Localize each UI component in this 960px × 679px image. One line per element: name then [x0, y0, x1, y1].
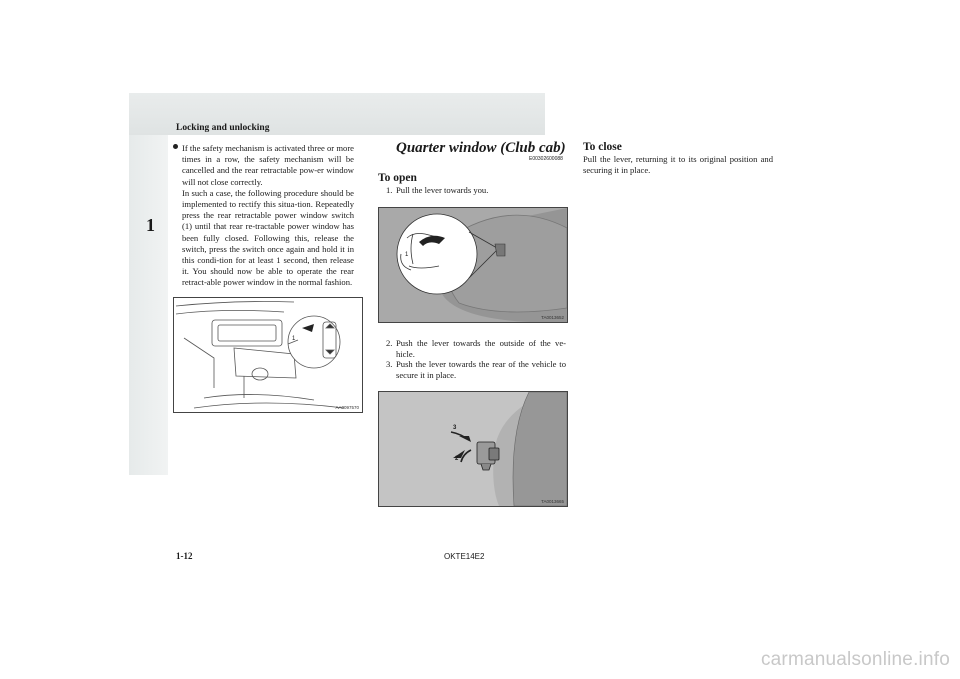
figure-callout-2: 2 — [455, 456, 459, 462]
figure-code: TA0013652 — [541, 315, 564, 320]
lever-pull-illustration — [379, 208, 567, 322]
step-number: 2. — [386, 338, 393, 348]
paragraph-1: If the safety mechanism is activated three or more times in a row, the safety mechanism will be cancelled and the rear retractable pow-er window will not close correctly. — [182, 143, 354, 187]
watermark: carmanualsonline.info — [760, 649, 950, 670]
left-column-text — [182, 143, 354, 289]
page-header-title: Locking and unlocking — [176, 123, 270, 133]
step-text: Pull the lever towards you. — [396, 185, 489, 195]
figure-code: AA0097570 — [335, 405, 359, 410]
figure-code: TA0013665 — [541, 499, 564, 504]
step-text: Push the lever towards the rear of the vehicle to secure it in place. — [396, 359, 566, 380]
figure-callout: 1 — [405, 252, 409, 258]
step-3 — [386, 359, 566, 383]
chapter-number: 1 — [146, 215, 155, 235]
open-heading: To open — [378, 172, 417, 184]
lever-push-illustration — [379, 392, 567, 506]
section-title: Quarter window (Club cab) — [396, 140, 566, 156]
page-number: 1-12 — [176, 551, 193, 561]
step-text: Push the lever towards the outside of the ve-hicle. — [396, 338, 566, 359]
close-text: Pull the lever, returning it to its original position and securing it in place. — [583, 154, 773, 176]
step-1 — [386, 185, 566, 197]
bullet-icon — [173, 144, 178, 149]
figure-push-lever — [378, 391, 568, 507]
figure-callout: 1 — [292, 336, 296, 342]
section-code: E00302600088 — [529, 156, 563, 162]
close-heading: To close — [583, 141, 622, 153]
chapter-tab — [129, 135, 168, 475]
figure-callout-3: 3 — [453, 425, 457, 431]
dashboard-switch-illustration — [174, 298, 362, 412]
figure-pull-lever — [378, 207, 568, 323]
document-code: OKTE14E2 — [444, 552, 485, 561]
paragraph-2: In such a case, the following procedure should be implemented to rectify this situa-tion. Repeatedly press the rear retractable power window switch (1) until that rear re-tractable power window has been fully closed. Following this, release the switch, press the switch once again and hold it in this condi-tion for at least 1 second, then release it. You should now be able to operate the rear retract-able power window in the normal fashion. — [182, 187, 354, 288]
figure-power-window-switch — [173, 297, 363, 413]
step-number: 3. — [386, 359, 393, 369]
step-number: 1. — [386, 185, 393, 195]
